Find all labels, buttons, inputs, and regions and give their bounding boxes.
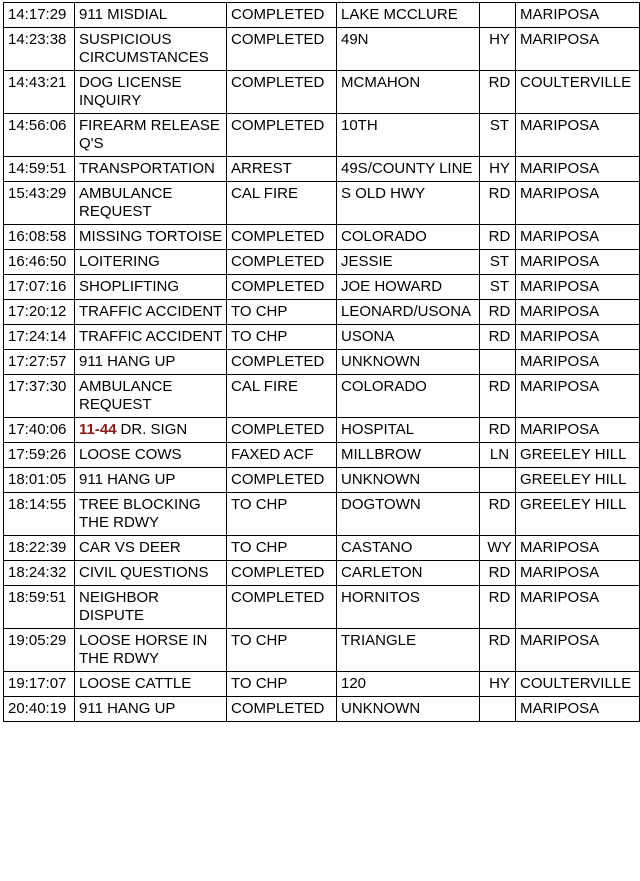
time-cell: 17:24:14 bbox=[4, 325, 75, 350]
call-type-cell: 911 HANG UP bbox=[75, 697, 227, 722]
city-cell: MARIPOSA bbox=[516, 536, 640, 561]
disposition-cell: COMPLETED bbox=[227, 468, 337, 493]
call-type-cell: SHOPLIFTING bbox=[75, 275, 227, 300]
city-cell: COULTERVILLE bbox=[516, 71, 640, 114]
city-cell: MARIPOSA bbox=[516, 300, 640, 325]
table-row bbox=[4, 250, 640, 275]
location-cell: 49N bbox=[337, 28, 480, 71]
street-suffix-cell bbox=[480, 350, 516, 375]
time-cell: 18:24:32 bbox=[4, 561, 75, 586]
location-cell: LAKE MCCLURE bbox=[337, 3, 480, 28]
disposition-cell: FAXED ACF bbox=[227, 443, 337, 468]
street-suffix-cell: HY bbox=[480, 672, 516, 697]
time-cell: 17:07:16 bbox=[4, 275, 75, 300]
call-type-cell: TREE BLOCKING THE RDWY bbox=[75, 493, 227, 536]
disposition-cell: TO CHP bbox=[227, 629, 337, 672]
time-cell: 14:17:29 bbox=[4, 3, 75, 28]
time-cell: 14:43:21 bbox=[4, 71, 75, 114]
call-type-cell: TRANSPORTATION bbox=[75, 157, 227, 182]
table-row bbox=[4, 28, 640, 71]
call-type-cell: FIREARM RELEASE Q'S bbox=[75, 114, 227, 157]
city-cell: MARIPOSA bbox=[516, 418, 640, 443]
table-row bbox=[4, 536, 640, 561]
time-cell: 16:46:50 bbox=[4, 250, 75, 275]
street-suffix-cell: ST bbox=[480, 114, 516, 157]
city-cell: MARIPOSA bbox=[516, 375, 640, 418]
disposition-cell: COMPLETED bbox=[227, 586, 337, 629]
call-type-cell: SUSPICIOUS CIRCUMSTANCES bbox=[75, 28, 227, 71]
city-cell: MARIPOSA bbox=[516, 350, 640, 375]
street-suffix-cell: RD bbox=[480, 300, 516, 325]
location-cell: HORNITOS bbox=[337, 586, 480, 629]
city-cell: MARIPOSA bbox=[516, 182, 640, 225]
call-type-cell: TRAFFIC ACCIDENT bbox=[75, 300, 227, 325]
disposition-cell: COMPLETED bbox=[227, 250, 337, 275]
time-cell: 17:59:26 bbox=[4, 443, 75, 468]
location-cell: TRIANGLE bbox=[337, 629, 480, 672]
disposition-cell: TO CHP bbox=[227, 300, 337, 325]
city-cell: MARIPOSA bbox=[516, 28, 640, 71]
call-type-cell: CAR VS DEER bbox=[75, 536, 227, 561]
location-cell: UNKNOWN bbox=[337, 697, 480, 722]
table-row bbox=[4, 443, 640, 468]
table-row bbox=[4, 350, 640, 375]
disposition-cell: COMPLETED bbox=[227, 350, 337, 375]
table-row bbox=[4, 629, 640, 672]
call-type-text: DR. SIGN bbox=[120, 421, 188, 438]
time-cell: 18:01:05 bbox=[4, 468, 75, 493]
call-log-table bbox=[3, 2, 640, 722]
city-cell: MARIPOSA bbox=[516, 250, 640, 275]
disposition-cell: TO CHP bbox=[227, 672, 337, 697]
location-cell: HOSPITAL bbox=[337, 418, 480, 443]
city-cell: COULTERVILLE bbox=[516, 672, 640, 697]
time-cell: 18:59:51 bbox=[4, 586, 75, 629]
city-cell: GREELEY HILL bbox=[516, 443, 640, 468]
table-row bbox=[4, 114, 640, 157]
disposition-cell: COMPLETED bbox=[227, 3, 337, 28]
time-cell: 19:17:07 bbox=[4, 672, 75, 697]
street-suffix-cell: RD bbox=[480, 561, 516, 586]
location-cell: COLORADO bbox=[337, 225, 480, 250]
disposition-cell: CAL FIRE bbox=[227, 375, 337, 418]
table-row bbox=[4, 561, 640, 586]
location-cell: LEONARD/USONA bbox=[337, 300, 480, 325]
table-row bbox=[4, 157, 640, 182]
location-cell: DOGTOWN bbox=[337, 493, 480, 536]
location-cell: JESSIE bbox=[337, 250, 480, 275]
location-cell: MILLBROW bbox=[337, 443, 480, 468]
street-suffix-cell: ST bbox=[480, 275, 516, 300]
disposition-cell: COMPLETED bbox=[227, 225, 337, 250]
location-cell: CARLETON bbox=[337, 561, 480, 586]
time-cell: 14:56:06 bbox=[4, 114, 75, 157]
time-cell: 14:59:51 bbox=[4, 157, 75, 182]
city-cell: MARIPOSA bbox=[516, 3, 640, 28]
call-type-cell: 911 HANG UP bbox=[75, 468, 227, 493]
street-suffix-cell: RD bbox=[480, 493, 516, 536]
time-cell: 17:20:12 bbox=[4, 300, 75, 325]
location-cell: UNKNOWN bbox=[337, 468, 480, 493]
street-suffix-cell bbox=[480, 3, 516, 28]
street-suffix-cell: HY bbox=[480, 28, 516, 71]
call-type-cell: CIVIL QUESTIONS bbox=[75, 561, 227, 586]
table-row bbox=[4, 468, 640, 493]
street-suffix-cell: RD bbox=[480, 586, 516, 629]
call-log-body bbox=[4, 3, 640, 722]
street-suffix-cell: RD bbox=[480, 375, 516, 418]
street-suffix-cell: RD bbox=[480, 225, 516, 250]
time-cell: 17:40:06 bbox=[4, 418, 75, 443]
disposition-cell: COMPLETED bbox=[227, 275, 337, 300]
location-cell: USONA bbox=[337, 325, 480, 350]
disposition-cell: COMPLETED bbox=[227, 561, 337, 586]
city-cell: MARIPOSA bbox=[516, 629, 640, 672]
city-cell: GREELEY HILL bbox=[516, 493, 640, 536]
call-type-cell: NEIGHBOR DISPUTE bbox=[75, 586, 227, 629]
table-row bbox=[4, 71, 640, 114]
city-cell: MARIPOSA bbox=[516, 561, 640, 586]
table-row bbox=[4, 493, 640, 536]
disposition-cell: COMPLETED bbox=[227, 697, 337, 722]
street-suffix-cell: RD bbox=[480, 182, 516, 225]
call-type-cell: AMBULANCE REQUEST bbox=[75, 375, 227, 418]
street-suffix-cell bbox=[480, 468, 516, 493]
table-row bbox=[4, 418, 640, 443]
disposition-cell: ARREST bbox=[227, 157, 337, 182]
call-type-cell: LOOSE COWS bbox=[75, 443, 227, 468]
table-row bbox=[4, 275, 640, 300]
time-cell: 18:22:39 bbox=[4, 536, 75, 561]
city-cell: GREELEY HILL bbox=[516, 468, 640, 493]
location-cell: 120 bbox=[337, 672, 480, 697]
call-type-cell: LOITERING bbox=[75, 250, 227, 275]
table-row bbox=[4, 182, 640, 225]
call-type-cell: 911 HANG UP bbox=[75, 350, 227, 375]
street-suffix-cell: ST bbox=[480, 250, 516, 275]
time-cell: 18:14:55 bbox=[4, 493, 75, 536]
street-suffix-cell: RD bbox=[480, 418, 516, 443]
call-type-cell: MISSING TORTOISE bbox=[75, 225, 227, 250]
city-cell: MARIPOSA bbox=[516, 275, 640, 300]
time-cell: 14:23:38 bbox=[4, 28, 75, 71]
table-row bbox=[4, 586, 640, 629]
location-cell: UNKNOWN bbox=[337, 350, 480, 375]
location-cell: S OLD HWY bbox=[337, 182, 480, 225]
table-row bbox=[4, 697, 640, 722]
disposition-cell: COMPLETED bbox=[227, 114, 337, 157]
table-row bbox=[4, 325, 640, 350]
table-row bbox=[4, 225, 640, 250]
disposition-cell: TO CHP bbox=[227, 493, 337, 536]
call-type-cell: AMBULANCE REQUEST bbox=[75, 182, 227, 225]
call-type-cell: TRAFFIC ACCIDENT bbox=[75, 325, 227, 350]
call-type-cell: 911 MISDIAL bbox=[75, 3, 227, 28]
time-cell: 17:37:30 bbox=[4, 375, 75, 418]
street-suffix-cell: LN bbox=[480, 443, 516, 468]
city-cell: MARIPOSA bbox=[516, 225, 640, 250]
time-cell: 15:43:29 bbox=[4, 182, 75, 225]
street-suffix-cell: RD bbox=[480, 71, 516, 114]
street-suffix-cell: RD bbox=[480, 629, 516, 672]
street-suffix-cell: WY bbox=[480, 536, 516, 561]
time-cell: 16:08:58 bbox=[4, 225, 75, 250]
disposition-cell: TO CHP bbox=[227, 325, 337, 350]
disposition-cell: CAL FIRE bbox=[227, 182, 337, 225]
time-cell: 17:27:57 bbox=[4, 350, 75, 375]
location-cell: 49S/COUNTY LINE bbox=[337, 157, 480, 182]
city-cell: MARIPOSA bbox=[516, 157, 640, 182]
location-cell: COLORADO bbox=[337, 375, 480, 418]
city-cell: MARIPOSA bbox=[516, 697, 640, 722]
location-cell: 10TH bbox=[337, 114, 480, 157]
street-suffix-cell: HY bbox=[480, 157, 516, 182]
call-type-cell: LOOSE CATTLE bbox=[75, 672, 227, 697]
time-cell: 20:40:19 bbox=[4, 697, 75, 722]
table-row bbox=[4, 3, 640, 28]
disposition-cell: COMPLETED bbox=[227, 28, 337, 71]
table-row bbox=[4, 375, 640, 418]
time-cell: 19:05:29 bbox=[4, 629, 75, 672]
location-cell: CASTANO bbox=[337, 536, 480, 561]
call-type-cell: LOOSE HORSE IN THE RDWY bbox=[75, 629, 227, 672]
disposition-cell: COMPLETED bbox=[227, 71, 337, 114]
city-cell: MARIPOSA bbox=[516, 114, 640, 157]
location-cell: JOE HOWARD bbox=[337, 275, 480, 300]
call-type-cell: DOG LICENSE INQUIRY bbox=[75, 71, 227, 114]
disposition-cell: COMPLETED bbox=[227, 418, 337, 443]
call-type-cell bbox=[75, 418, 227, 443]
table-row bbox=[4, 300, 640, 325]
city-cell: MARIPOSA bbox=[516, 586, 640, 629]
street-suffix-cell bbox=[480, 697, 516, 722]
incident-code: 11-44 bbox=[79, 421, 117, 438]
disposition-cell: TO CHP bbox=[227, 536, 337, 561]
city-cell: MARIPOSA bbox=[516, 325, 640, 350]
street-suffix-cell: RD bbox=[480, 325, 516, 350]
location-cell: MCMAHON bbox=[337, 71, 480, 114]
table-row bbox=[4, 672, 640, 697]
